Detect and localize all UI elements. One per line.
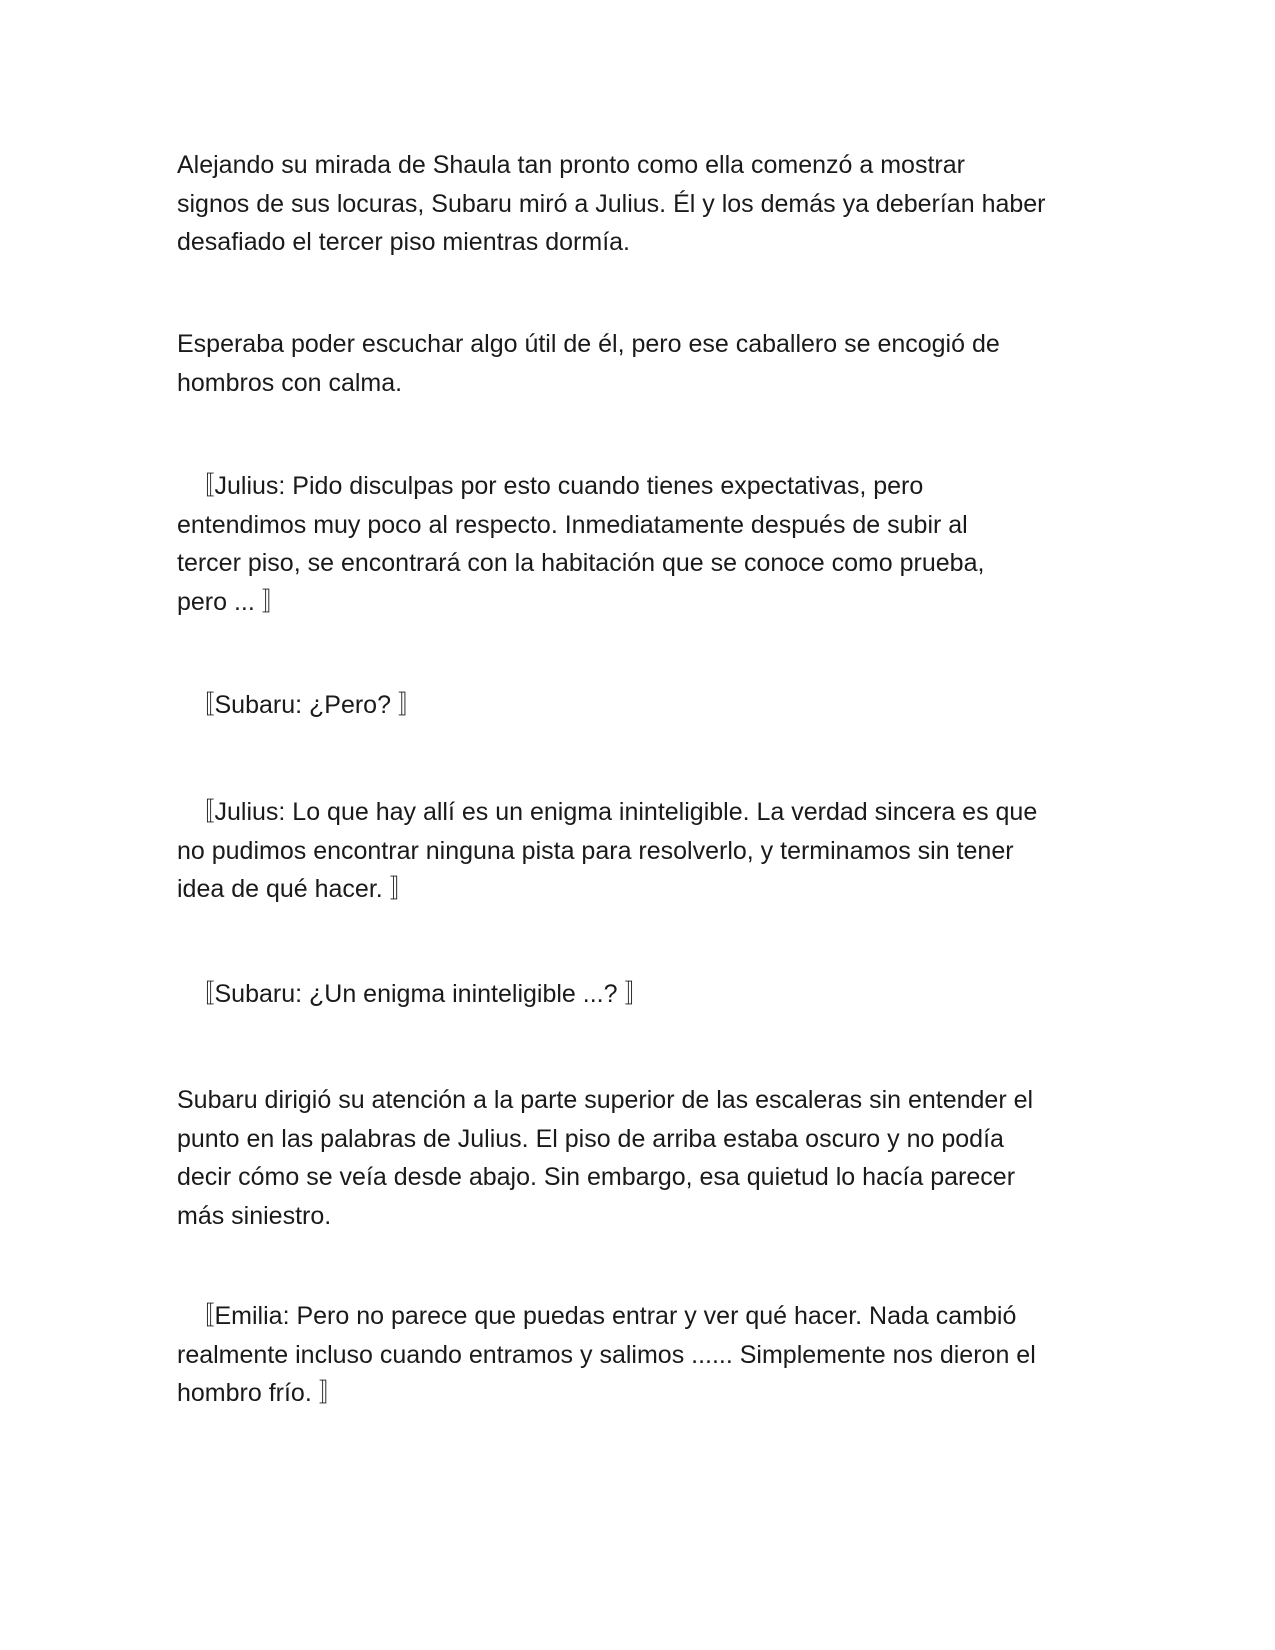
dialogue-julius-1: 〚Julius: Pido disculpas por esto cuando tienes expectativas, pero entendimos muy poco al respecto. Inmediatamente después de subir al tercer piso, se encontrará con la habitación que se conoce como prueba, pero ... 〛 [177,472,985,616]
dialogue-subaru-2: 〚Subaru: ¿Un enigma ininteligible ...? 〛 [177,980,650,1008]
dialogue-julius-2: 〚Julius: Lo que hay allí es un enigma ininteligible. La verdad sincera es que no pudimos encontrar ninguna pista para resolverlo, y terminamos sin tener idea de qué hacer. 〛 [177,798,1038,903]
paragraph-narration-3: Subaru dirigió su atención a la parte superior de las escaleras sin entender el punto en las palabras de Julius. El piso de arriba estaba oscuro y no podía decir cómo se veía desde abajo. Sin embargo, esa quietud lo hacía parecer más siniestro. [177,1086,1034,1230]
paragraph-narration-2: Esperaba poder escuchar algo útil de él, pero ese caballero se encogió de hombros con calma. [177,330,1000,397]
dialogue-subaru-1: 〚Subaru: ¿Pero? 〛 [177,691,423,719]
dialogue-emilia-1: 〚Emilia: Pero no parece que puedas entrar y ver qué hacer. Nada cambió realmente incluso cuando entramos y salimos ...... Simplemente nos dieron el hombro frío. 〛 [177,1302,1036,1407]
paragraph-narration-1: Alejando su mirada de Shaula tan pronto como ella comenzó a mostrar signos de sus locuras, Subaru miró a Julius. Él y los demás ya deberían haber desafiado el tercer piso mientras dormía. [177,151,1046,256]
